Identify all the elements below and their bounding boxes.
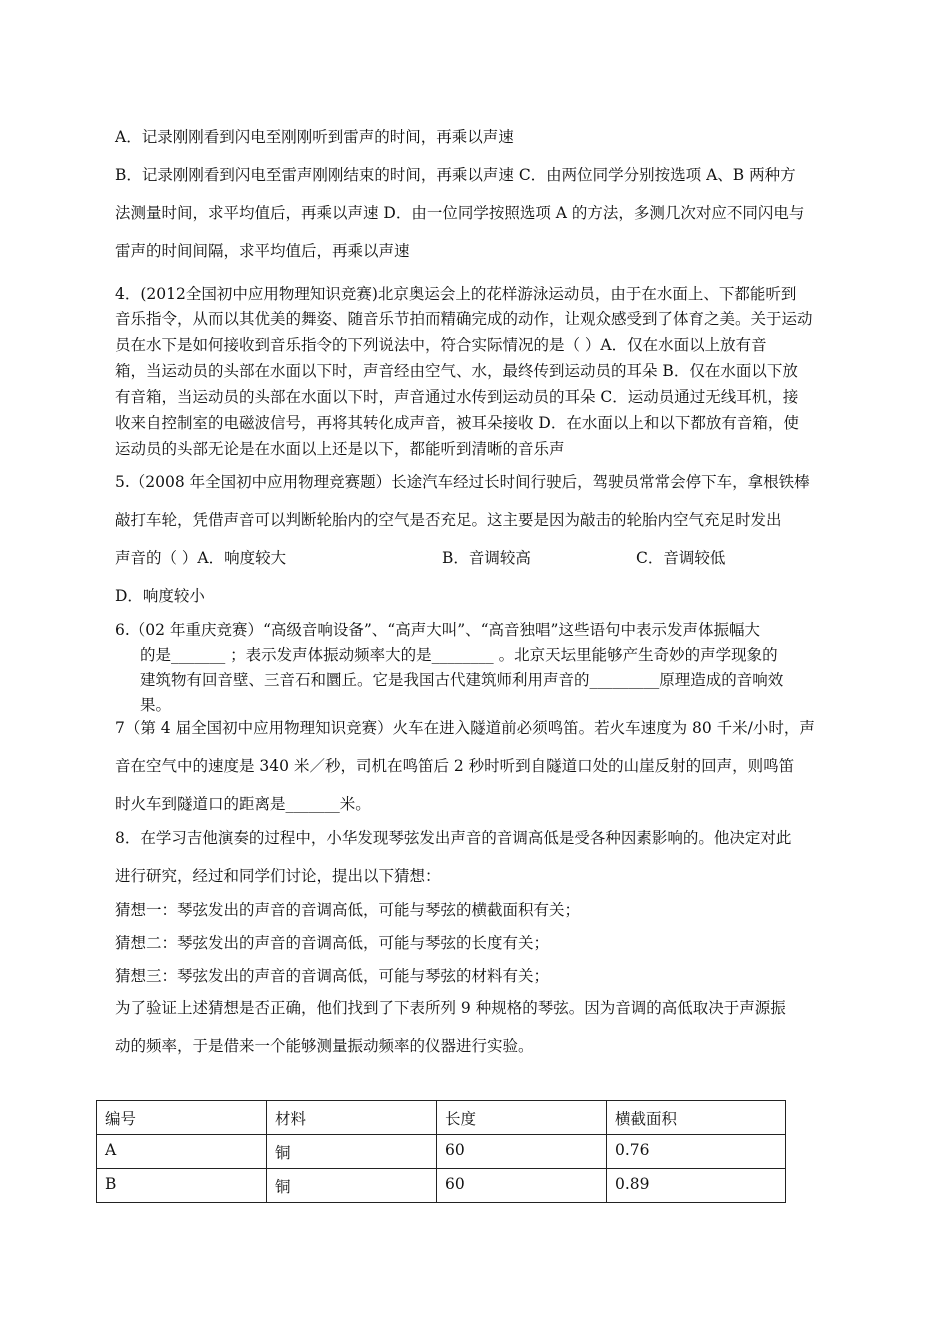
q4-line: 运动员的头部无论是在水面以上还是以下，都能听到清晰的音乐声 [115,440,565,458]
q6-line: 6.（02 年重庆竞赛）“高级音响设备”、“高声大叫”、“高音独唱”这些语句中表示发声体振幅大 [115,621,760,639]
table-header-cell: 编号 [97,1101,267,1135]
q5-stem-end: 声音的（ ）A．响度较大 [115,549,287,567]
q6-line: 的是_______ ；表示发声体振动频率大的是________ 。北京天坛里能够产生奇妙的声学现象的 [140,646,778,664]
table-row [97,1135,786,1169]
q8-line: 为了验证上述猜想是否正确，他们找到了下表所列 9 种规格的琴弦。因为音调的高低取决于声源振 [115,999,786,1017]
q8-guess-2: 猜想二：琴弦发出的声音的音调高低，可能与琴弦的长度有关； [115,934,550,952]
q8-guess-1: 猜想一：琴弦发出的声音的音调高低，可能与琴弦的横截面积有关； [115,901,581,919]
q7-line: 7（第 4 届全国初中应用物理知识竞赛）火车在进入隧道前必须鸣笛。若火车速度为 80 千米/小时，声 [115,719,815,737]
q3-options-line: 雷声的时间间隔，求平均值后，再乘以声速 [115,242,410,260]
q4-line: 箱，当运动员的头部在水面以下时，声音经由空气、水，最终传到运动员的耳朵 B．仅在水面以下放 [115,362,798,380]
q8-guess-3: 猜想三：琴弦发出的声音的音调高低，可能与琴弦的材料有关； [115,967,550,985]
table-cell: 0.76 [607,1135,786,1169]
q3-option-a: A．记录刚刚看到闪电至刚刚听到雷声的时间，再乘以声速 [115,128,514,146]
table-header-row [97,1101,786,1135]
q4-line: 音乐指令，从而以其优美的舞姿、随音乐节拍而精确完成的动作，让观众感受到了体育之美。关于运动 [115,310,813,328]
table-cell: 60 [437,1135,607,1169]
q5-line: 敲打车轮，凭借声音可以判断轮胎内的空气是否充足。这主要是因为敲击的轮胎内空气充足时发出 [115,511,782,529]
q6-line: 建筑物有回音壁、三音石和圜丘。它是我国古代建筑师利用声音的_________原理造成的音响效 [140,671,784,689]
table-cell: 铜 [267,1135,437,1169]
table-row [97,1169,786,1203]
table-header-cell: 横截面积 [607,1101,786,1135]
q5-option-b: B．音调较高 [442,549,531,567]
q4-line: 有音箱，当运动员的头部在水面以下时，声音通过水传到运动员的耳朵 C．运动员通过无线耳机，接 [115,388,799,406]
q4-line: 收来自控制室的电磁波信号，再将其转化成声音，被耳朵接收 D．在水面以上和以下都放有音箱，使 [115,414,799,432]
q7-line: 音在空气中的速度是 340 米／秒，司机在鸣笛后 2 秒时听到自隧道口处的山崖反射的回声，则鸣笛 [115,757,795,775]
q7-line: 时火车到隧道口的距离是_______米。 [115,795,371,813]
q4-line: 4．(2012全国初中应用物理知识竞赛)北京奥运会上的花样游泳运动员，由于在水面上、下都能听到 [115,285,797,303]
table-cell: A [97,1135,267,1169]
table-header-cell: 长度 [437,1101,607,1135]
q8-line: 动的频率，于是借来一个能够测量振动频率的仪器进行实验。 [115,1037,534,1055]
q4-line: 员在水下是如何接收到音乐指令的下列说法中，符合实际情况的是（ ）A．仅在水面以上放有音 [115,336,767,354]
q3-options-line: 法测量时间，求平均值后，再乘以声速 D．由一位同学按照选项 A 的方法，多测几次对应不同闪电与 [115,204,805,222]
q3-options-line: B．记录刚刚看到闪电至雷声刚刚结束的时间，再乘以声速 C．由两位同学分别按选项 A、B 两种方 [115,166,796,184]
table-header-cell: 材料 [267,1101,437,1135]
q5-option-d: D．响度较小 [115,587,205,605]
table-cell: B [97,1169,267,1203]
q6-line: 果。 [140,696,172,714]
table-cell: 铜 [267,1169,437,1203]
q8-line: 8．在学习吉他演奏的过程中，小华发现琴弦发出声音的音调高低是受各种因素影响的。他决定对此 [115,829,792,847]
q5-line: 5.（2008 年全国初中应用物理竞赛题）长途汽车经过长时间行驶后，驾驶员常常会停下车，拿根铁棒 [115,473,810,491]
string-spec-table [96,1100,786,1203]
table-cell: 0.89 [607,1169,786,1203]
table-cell: 60 [437,1169,607,1203]
q8-line: 进行研究，经过和同学们讨论，提出以下猜想： [115,867,441,885]
q5-option-c: C．音调较低 [636,549,726,567]
